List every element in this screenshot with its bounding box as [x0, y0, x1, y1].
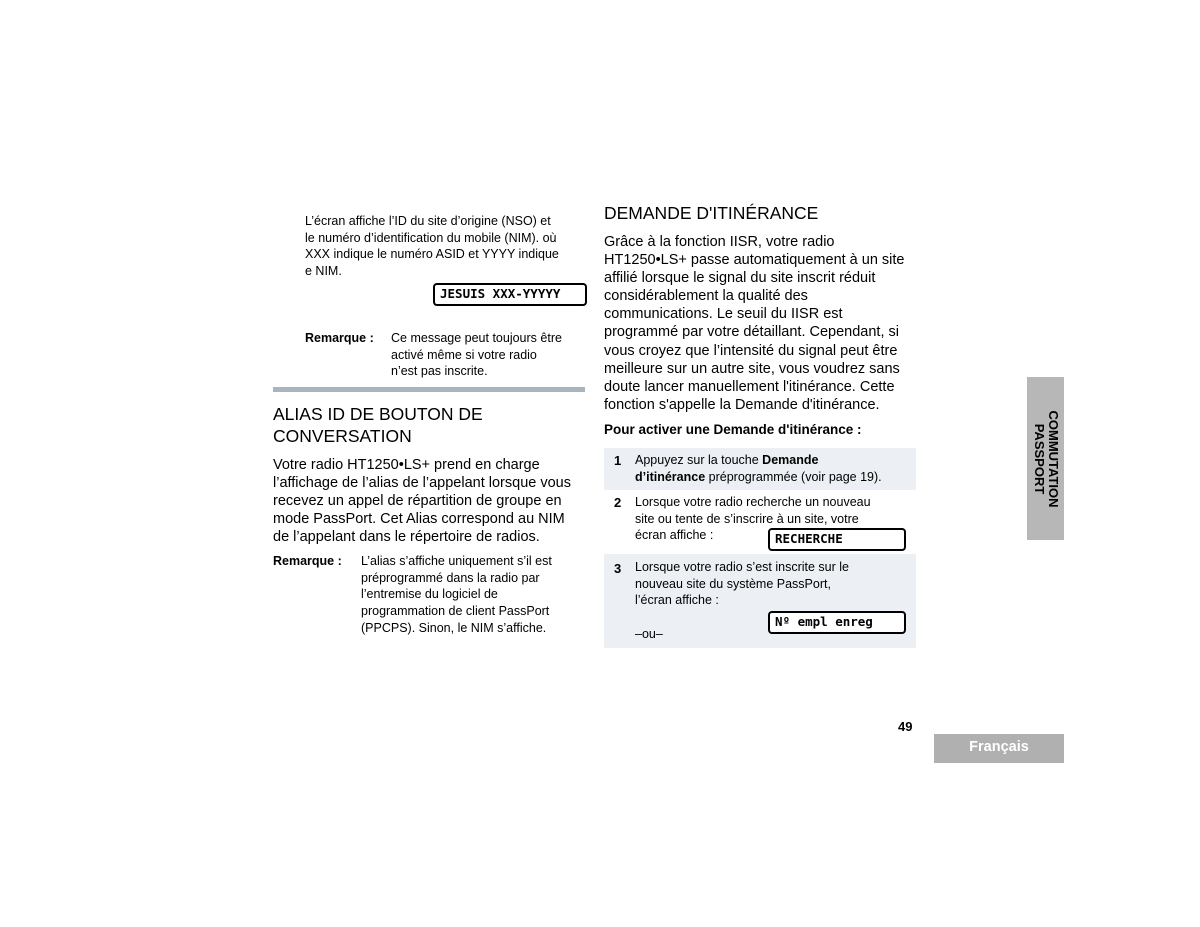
procedure-title: Pour activer une Demande d'itinérance : [604, 422, 862, 437]
step-3-line: l’écran affiche : [635, 593, 719, 608]
step-1-key-name-2: d’itinérance [635, 469, 706, 484]
step-1-text-b: préprogrammée (voir page 19). [705, 469, 882, 484]
body-line: programmé par votre détaillant. Cependant, si [604, 324, 899, 341]
body-line: recevez un appel de répartition de groupe en [273, 493, 562, 510]
note-1-line: n’est pas inscrite. [391, 364, 488, 379]
step-3-text [635, 559, 911, 609]
note-2-line: programmation de client PassPort [361, 604, 550, 619]
step-3 [604, 554, 916, 648]
note-1-text [391, 330, 591, 380]
step-3-line: Lorsque votre radio s’est inscrite sur le [635, 560, 849, 574]
step-2-line: Lorsque votre radio recherche un nouveau [635, 495, 871, 509]
body-line: fonction s'appelle la Demande d'itinérance. [604, 396, 880, 413]
note-1-label: Remarque : [305, 331, 374, 345]
step-1-text-a: Appuyez sur la touche [635, 453, 763, 467]
chapter-side-tab-label [1032, 410, 1060, 507]
note-1-line: Ce message peut toujours être [391, 331, 562, 345]
body-line: mode PassPort. Cet Alias correspond au NIM [273, 511, 565, 528]
note-2-text [361, 553, 591, 637]
step-1-key-name: Demande [762, 453, 819, 467]
section-title-line: ALIAS ID DE BOUTON DE [273, 404, 483, 424]
body-line: considérablement la qualité des [604, 288, 808, 305]
step-3-line: nouveau site du système PassPort, [635, 576, 831, 591]
chapter-side-tab-line: PASSPORT [1031, 423, 1047, 494]
note-2 [273, 553, 593, 643]
section-title-roaming: DEMANDE D'ITINÉRANCE [604, 203, 819, 223]
language-tab: Français [934, 734, 1064, 763]
step-3-or: –ou– [635, 627, 663, 641]
roaming-body-text [604, 233, 924, 414]
step-1-text [635, 452, 911, 485]
note-2-line: (PPCPS). Sinon, le NIM s’affiche. [361, 620, 547, 635]
intro-line: le numéro d’identification du mobile (NIM). où [305, 230, 557, 245]
step-1-number: 1 [614, 453, 622, 468]
note-1-line: activé même si votre radio [391, 347, 537, 362]
step-2-line: site ou tente de s’inscrire à un site, votre [635, 511, 859, 526]
body-line: doute lancer manuellement l'itinérance. Cette [604, 378, 895, 395]
note-2-label: Remarque : [273, 554, 342, 568]
section-title-line: CONVERSATION [273, 426, 412, 446]
chapter-side-tab [1027, 377, 1064, 540]
note-2-line: L’alias s’affiche uniquement s’il est [361, 554, 552, 568]
intro-text [305, 213, 590, 280]
page-number: 49 [898, 719, 913, 734]
intro-line: e NIM. [305, 264, 342, 279]
lcd-display-empl-enreg: Nº empl enreg [768, 611, 906, 634]
body-line: communications. Le seuil du IISR est [604, 306, 843, 323]
body-line: Votre radio HT1250•LS+ prend en charge [273, 457, 540, 473]
note-2-line: l’entremise du logiciel de [361, 587, 498, 602]
body-line: HT1250•LS+ passe automatiquement à un site [604, 252, 905, 269]
step-1 [604, 448, 916, 490]
intro-line: L’écran affiche l’ID du site d’origine (NSO) et [305, 214, 551, 228]
body-line: Grâce à la fonction IISR, votre radio [604, 234, 835, 250]
lcd-display-recherche: RECHERCHE [768, 528, 906, 551]
section-title-alias [273, 403, 593, 447]
body-line: de l’appelant dans le répertoire de radios. [273, 529, 540, 546]
section-divider [273, 387, 585, 392]
alias-body-text [273, 456, 593, 546]
chapter-side-tab-line: COMMUTATION [1045, 410, 1061, 507]
step-2-line: écran affiche : [635, 528, 714, 543]
body-line: affilié lorsque le signal du site inscrit réduit [604, 270, 876, 287]
lcd-display-jesuis: JESUIS XXX-YYYYY [433, 283, 587, 306]
step-3-number: 3 [614, 561, 622, 576]
body-line: l’affichage de l’alias de l’appelant lorsque vous [273, 475, 571, 492]
note-2-line: préprogrammé dans la radio par [361, 570, 540, 585]
step-2-number: 2 [614, 495, 622, 510]
intro-line: XXX indique le numéro ASID et YYYY indique [305, 247, 559, 262]
body-line: vous croyez que l’intensité du signal peut être [604, 342, 898, 359]
body-line: meilleure sur un autre site, vous voudrez sans [604, 360, 900, 377]
